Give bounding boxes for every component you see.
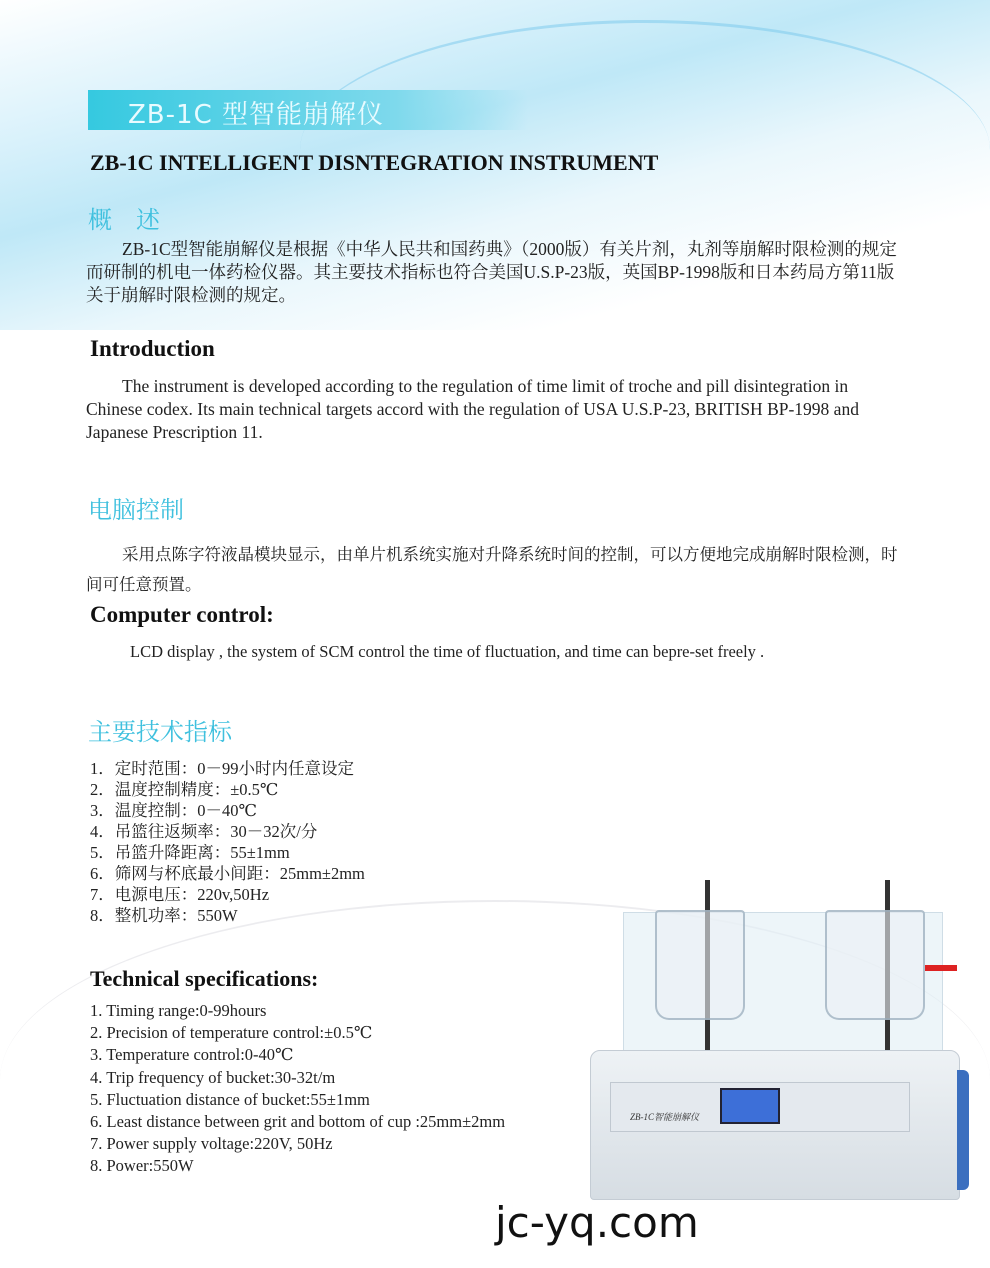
specs-en-heading: Technical specifications: <box>90 966 319 991</box>
computer-control-text: LCD display , the system of SCM control the time of fluctuation, and time can bepre-set freely . <box>130 642 765 661</box>
watermark: jc-yq.com <box>495 1198 699 1247</box>
list-item: 2．温度控制精度：±0.5℃ <box>90 780 279 799</box>
list-item: 3. Temperature control:0-40℃ <box>90 1045 294 1065</box>
list-item: 5. Fluctuation distance of bucket:55±1mm <box>90 1089 370 1109</box>
specs-cn-heading: 主要技术指标 <box>88 718 232 746</box>
level-mark <box>925 965 957 971</box>
list-item: 7. Power supply voltage:220V, 50Hz <box>90 1134 333 1154</box>
list-item: 4．吊篮往返频率：30－32次/分 <box>90 822 318 841</box>
computer-control-heading: Computer control: <box>90 602 274 627</box>
introduction-heading: Introduction <box>90 336 215 361</box>
title-banner <box>88 90 528 130</box>
list-item: 8. Power:550W <box>90 1156 194 1176</box>
lcd-display <box>720 1088 780 1124</box>
side-panel <box>957 1070 969 1190</box>
overview-heading: 概 述 <box>88 206 160 234</box>
beaker <box>825 910 925 1020</box>
beaker <box>655 910 745 1020</box>
list-item: 4. Trip frequency of bucket:30-32t/m <box>90 1067 336 1087</box>
list-item: 7．电源电压：220v,50Hz <box>90 885 270 904</box>
list-item: 1. Timing range:0-99hours <box>90 1001 267 1020</box>
list-item: 5．吊篮升降距离：55±1mm <box>90 843 290 862</box>
list-item: 1．定时范围：0－99小时内任意设定 <box>90 759 354 778</box>
overview-text: ZB-1C型智能崩解仪是根据《中华人民共和国药典》（2000版）有关片剂，丸剂等崩解时限检测的规定而研制的机电一体药检仪器。其主要技术指标也符合美国U.S.P-23版，英国BP-1998版和日本药局方第11版关于崩解时限检测的规定。 <box>86 239 897 305</box>
specs-en-list <box>90 1000 580 1178</box>
list-item: 3．温度控制：0－40℃ <box>90 801 257 820</box>
list-item: 8．整机功率：550W <box>90 906 238 925</box>
computer-control-cn-heading: 电脑控制 <box>88 496 184 524</box>
introduction-text: The instrument is developed according to the regulation of time limit of troche and pill disintegration in Chinese codex. Its main technical targets accord with the regulation of USA U.S.P-23, BRITISH BP-1998 and Japanese Prescription 11. <box>86 376 859 442</box>
list-item: 6. Least distance between grit and bottom of cup :25mm±2mm <box>90 1112 506 1132</box>
en-title: ZB-1C INTELLIGENT DISNTEGRATION INSTRUMENT <box>90 150 659 175</box>
instrument-photo <box>585 870 980 1210</box>
list-item: 2. Precision of temperature control:±0.5℃ <box>90 1023 373 1043</box>
list-item: 6．筛网与杯底最小间距：25mm±2mm <box>90 864 365 883</box>
device-panel-label: ZB-1C智能崩解仪 <box>630 1112 700 1122</box>
specs-cn-list <box>90 758 580 926</box>
computer-control-cn-text: 采用点陈字符液晶模块显示，由单片机系统实施对升降系统时间的控制，可以方便地完成崩解时限检测，时间可任意预置。 <box>86 545 898 594</box>
cn-title: ZB-1C 型智能崩解仪 <box>128 100 384 130</box>
